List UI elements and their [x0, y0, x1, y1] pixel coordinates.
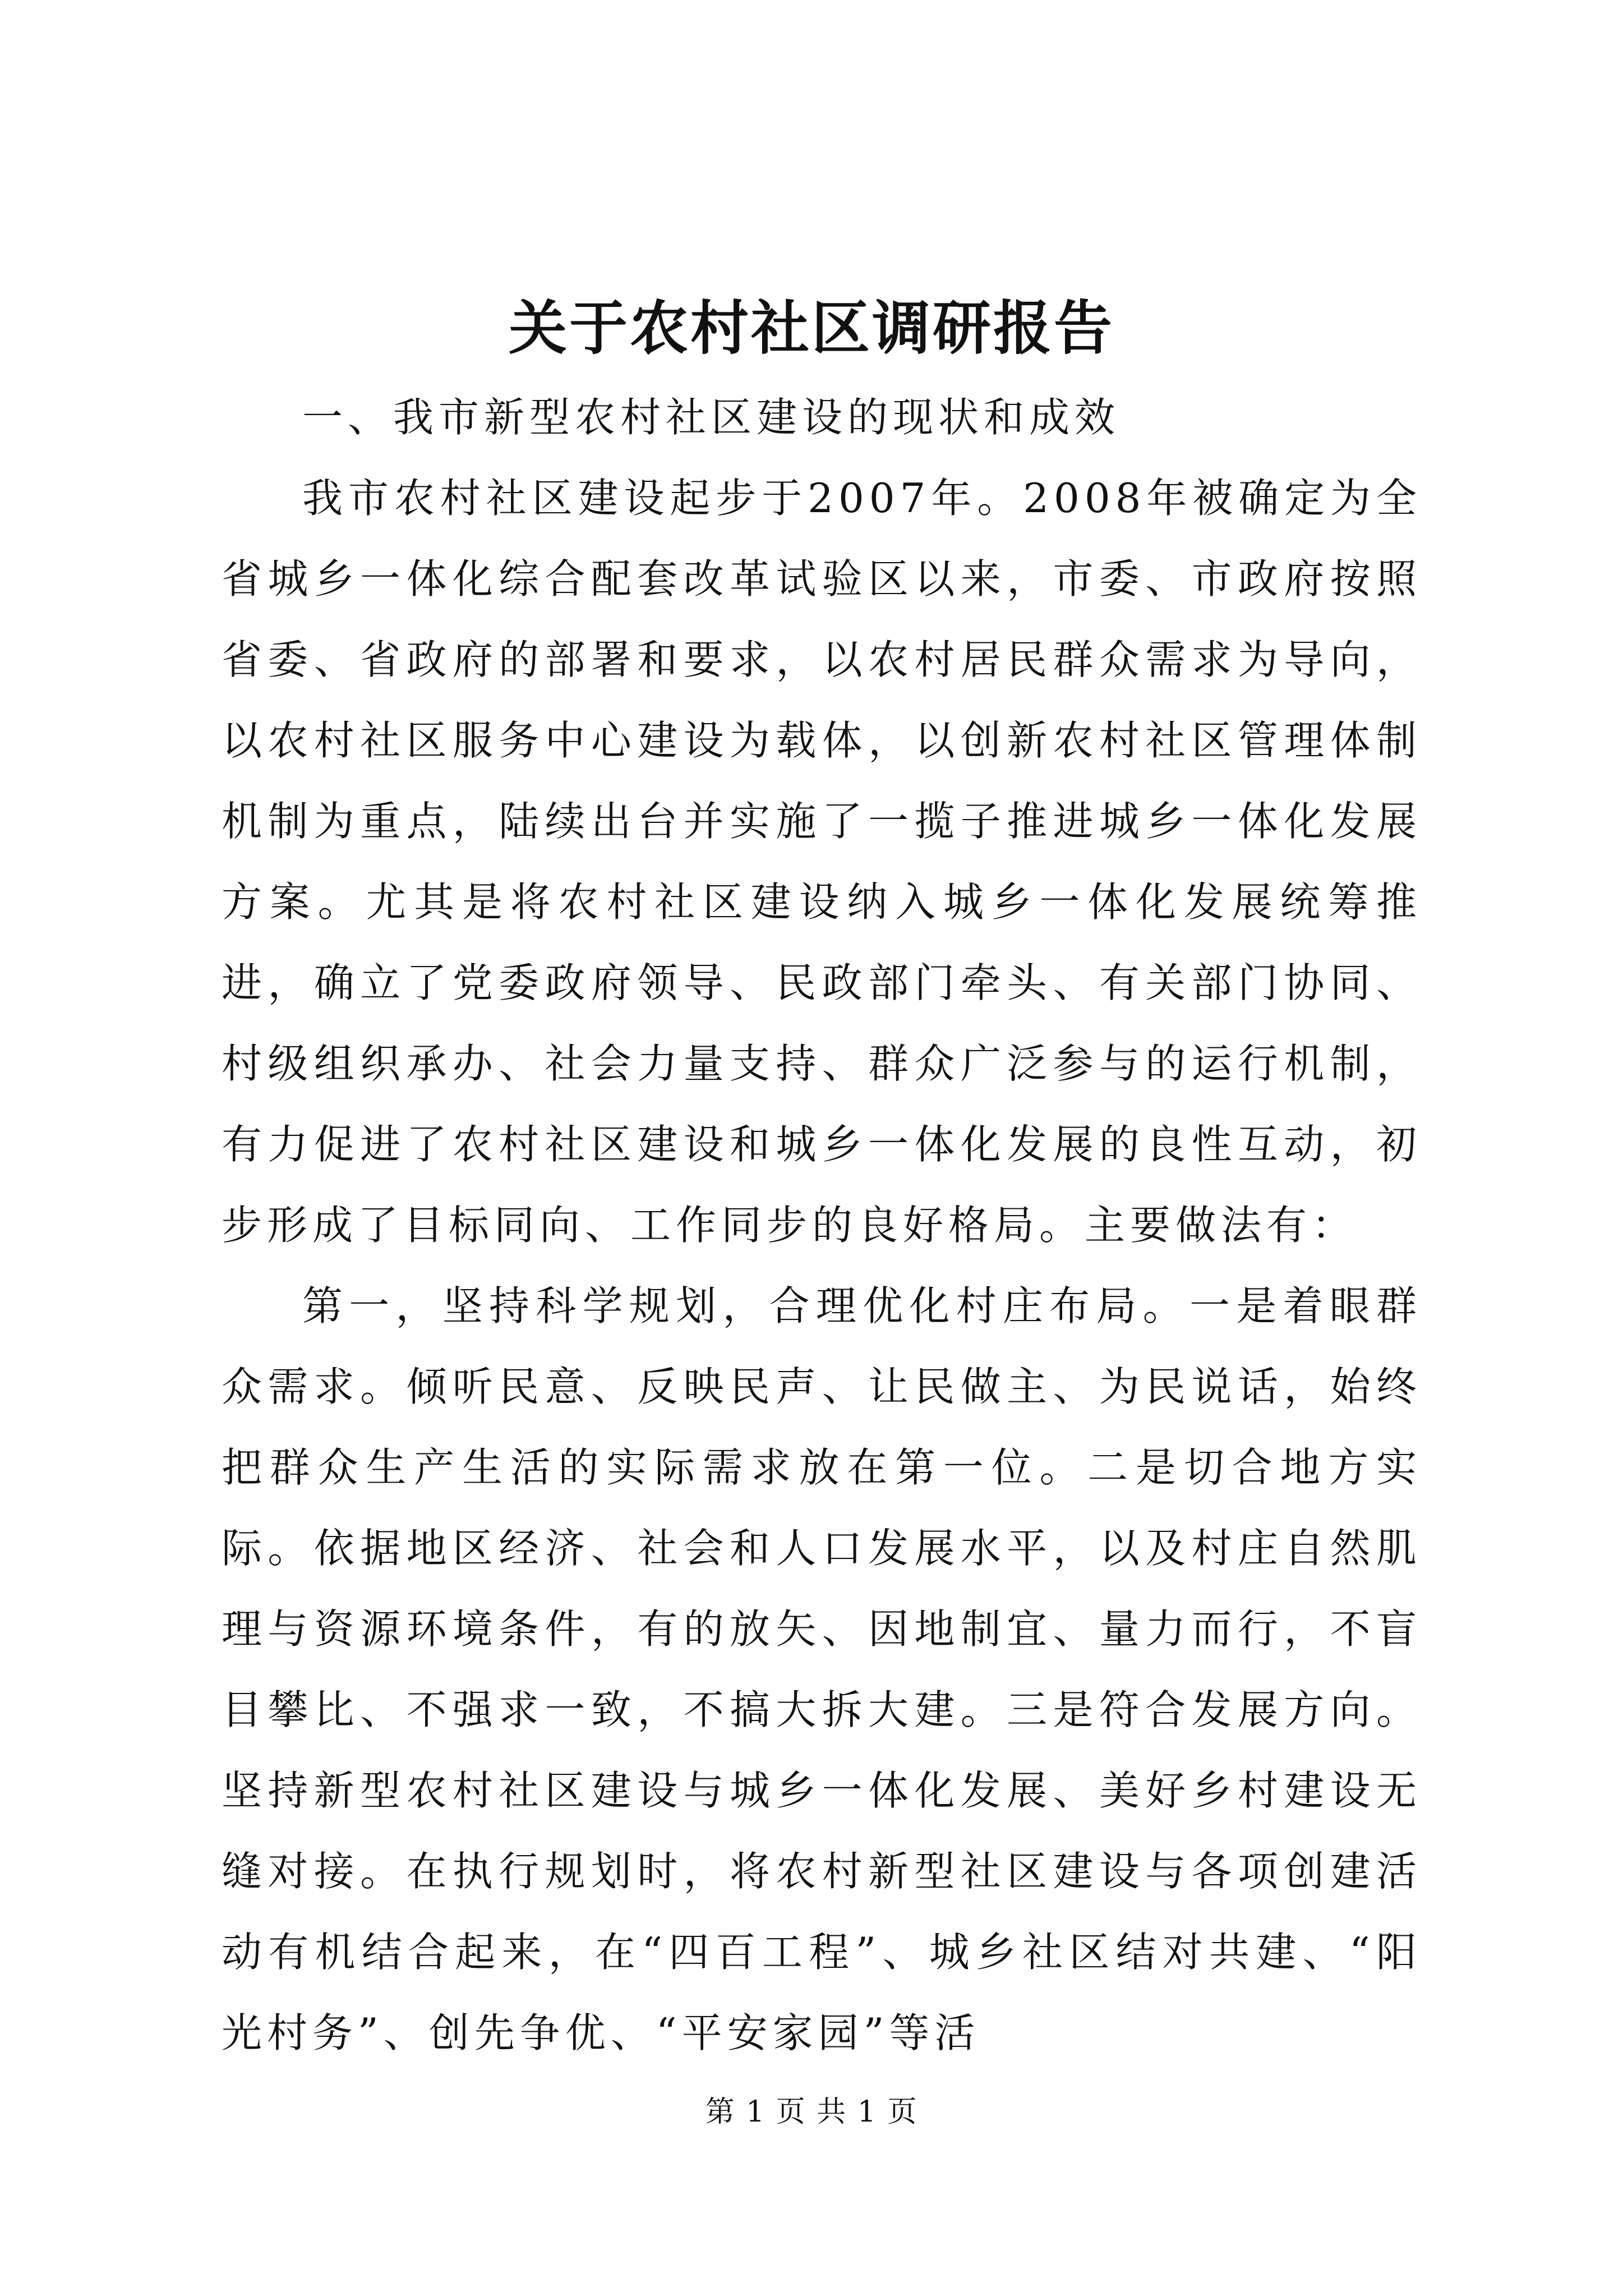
section-heading: 一、我市新型农村社区建设的现状和成效	[302, 394, 1121, 441]
page-footer: 第 1 页 共 1 页	[705, 2095, 918, 2129]
document-title: 关于农村社区调研报告	[508, 293, 1114, 362]
document-body	[222, 377, 1422, 2073]
body-paragraph: 我市农村社区建设起步于2007年。2008年被确定为全省城乡一体化综合配套改革试验区以来，市委、市政府按照省委、省政府的部署和要求，以农村居民群众需求为导向，以农村社区服务中心建设为载体，以创新农村社区管理体制机制为重点，陆续出台并实施了一揽子推进城乡一体化发展方案。尤其是将农村社区建设纳入城乡一体化发展统筹推进，确立了党委政府领导、民政部门牵头、有关部门协同、村级组织承办、社会力量支持、群众广泛参与的运行机制，有力促进了农村社区建设和城乡一体化发展的良性互动，初步形成了目标同向、工作同步的良好格局。主要做法有：	[222, 475, 1422, 1249]
body-paragraph: 第一，坚持科学规划，合理优化村庄布局。一是着眼群众需求。倾听民意、反映民声、让民做主、为民说话，始终把群众生产生活的实际需求放在第一位。二是切合地方实际。依据地区经济、社会和人口发展水平，以及村庄自然肌理与资源环境条件，有的放矢、因地制宜、量力而行，不盲目攀比、不强求一致，不搞大拆大建。三是符合发展方向。坚持新型农村社区建设与城乡一体化发展、美好乡村建设无缝对接。在执行规划时，将农村新型社区建设与各项创建活动有机结合起来，在“四百工程”、城乡社区结对共建、“阳光村务”、创先争优、“平安家园”等活	[222, 1282, 1422, 2056]
